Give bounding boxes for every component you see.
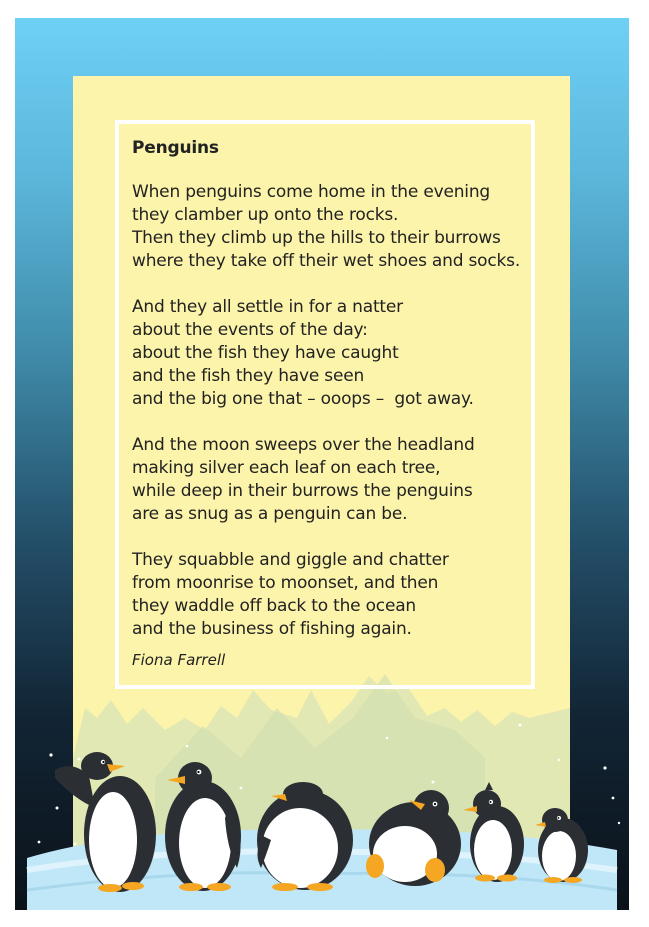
stanza-4	[132, 549, 517, 641]
poem-title: Penguins	[132, 138, 219, 158]
poem-line: They squabble and giggle and chatter	[132, 550, 449, 570]
poem-line: about the events of the day:	[132, 320, 368, 340]
poem-line: they waddle off back to the ocean	[132, 596, 417, 616]
poem-line: are as snug as a penguin can be.	[132, 504, 408, 524]
poem-line: while deep in their burrows the penguins	[132, 481, 473, 501]
poem-line: and the fish they have seen	[132, 366, 365, 386]
poem-line: and the business of fishing again.	[132, 619, 412, 639]
stanza-3	[132, 434, 517, 526]
stanza-2	[132, 296, 517, 411]
poem-frame	[115, 120, 535, 689]
poem-line: When penguins come home in the evening	[132, 182, 490, 202]
poem-line: making silver each leaf on each tree,	[132, 458, 441, 478]
poem-line: where they take off their wet shoes and socks.	[132, 251, 521, 271]
poem-line: from moonrise to moonset, and then	[132, 573, 439, 593]
poem-line: And they all settle in for a natter	[132, 297, 403, 317]
poem-line: and the big one that – ooops – got away.	[132, 389, 474, 409]
poster	[15, 18, 629, 910]
poem-line: Then they climb up the hills to their burrows	[132, 228, 501, 248]
poem-author: Fiona Farrell	[132, 651, 226, 669]
poem-line: And the moon sweeps over the headland	[132, 435, 475, 455]
stanza-1	[132, 181, 521, 273]
poem-line: about the fish they have caught	[132, 343, 399, 363]
poem-line: they clamber up onto the rocks.	[132, 205, 399, 225]
